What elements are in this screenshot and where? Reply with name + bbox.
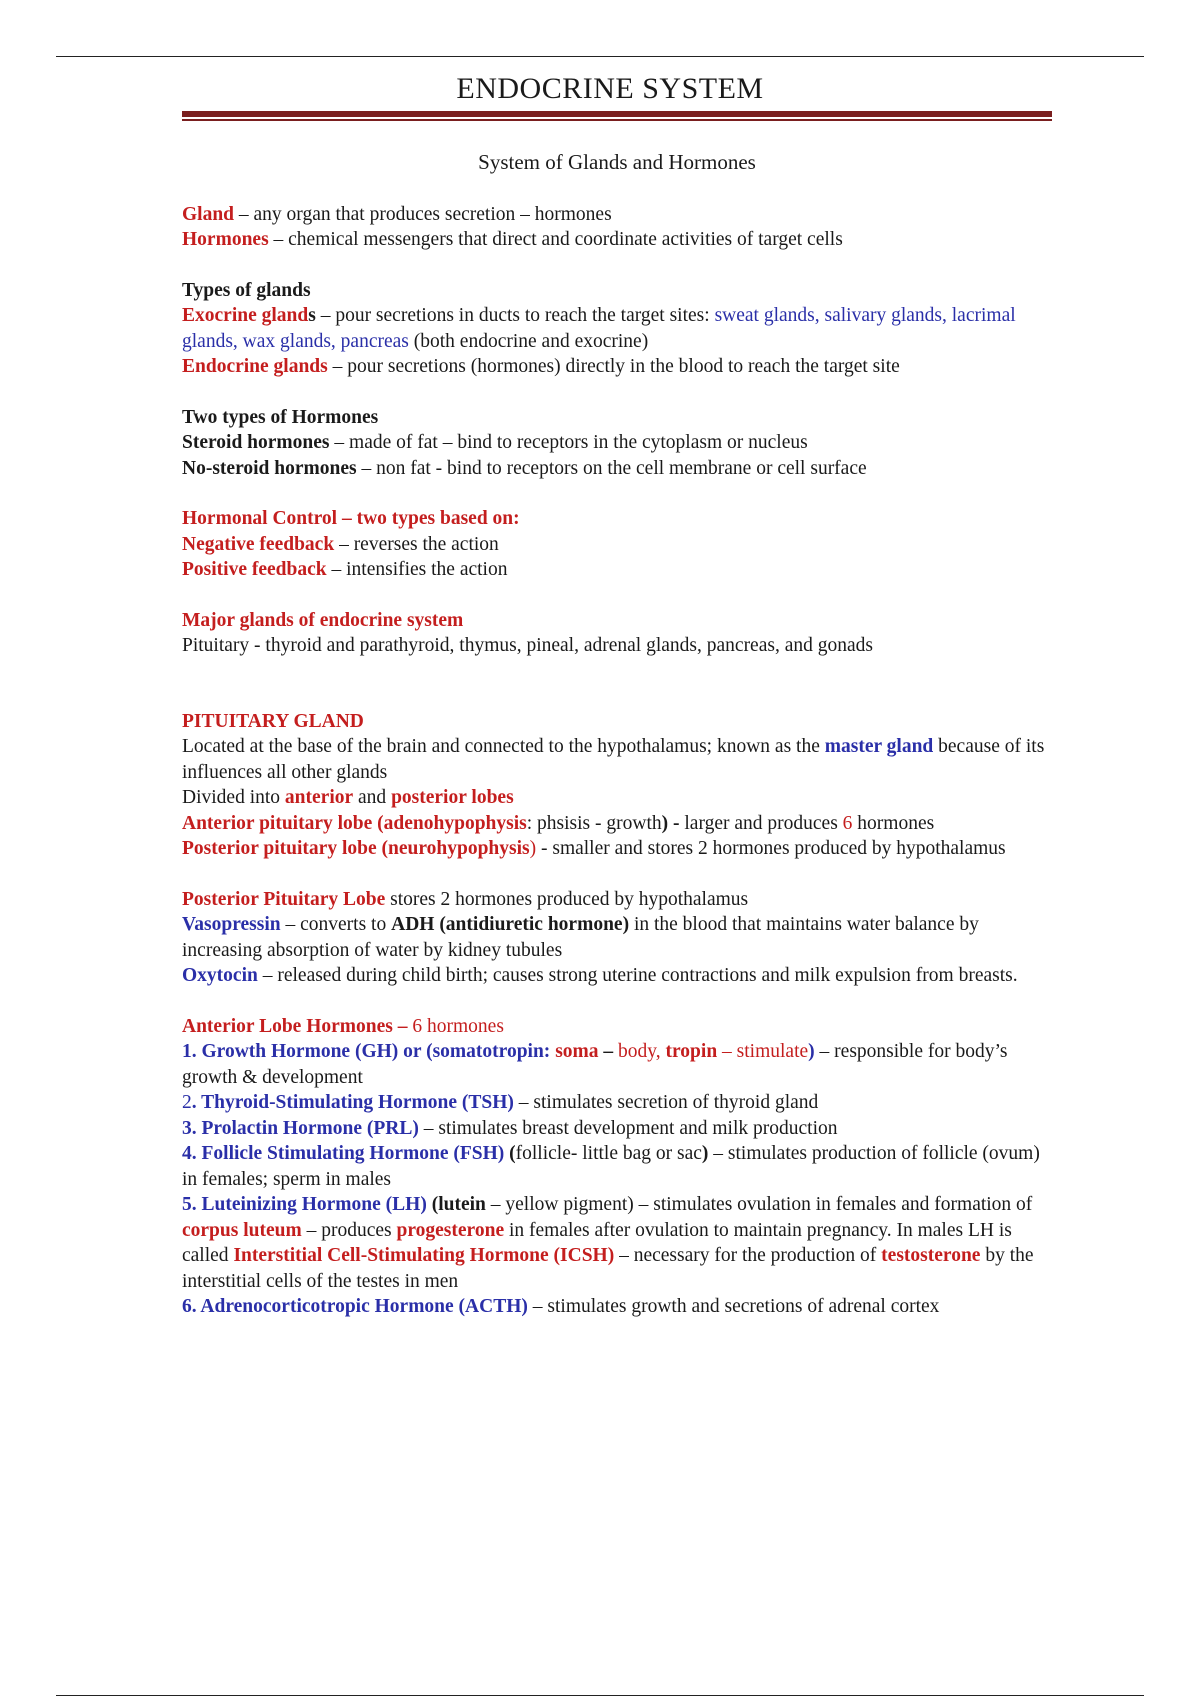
section-heading: Two types of Hormones — [182, 406, 379, 428]
document-body — [182, 150, 1052, 1320]
hormone-item-lh: 5. Luteinizing Hormone (LH) (lutein – yellow pigment) – stimulates ovulation in females and formation of corpus luteum – produces progesterone in females after ovulation to maintain pregnancy. In males LH is called Interstitial Cell-Stimulating Hormone (ICSH) – necessary for the production of testosterone by the interstitial cells of the testes in men — [182, 1194, 1034, 1292]
pituitary-divisions: Divided into anterior and posterior lobes — [182, 787, 514, 808]
subtitle: System of Glands and Hormones — [478, 150, 756, 174]
pituitary-gland-section — [182, 709, 1052, 862]
posterior-lobe-heading: Posterior Pituitary Lobe stores 2 hormones produced by hypothalamus — [182, 888, 749, 910]
anterior-lobe-section — [182, 1014, 1052, 1320]
section-heading: Types of glands — [182, 279, 311, 301]
positive-feedback: Positive feedback – intensifies the action — [182, 559, 508, 580]
title-underline-thin — [182, 119, 1052, 121]
section-heading: Major glands of endocrine system — [182, 609, 464, 631]
anterior-lobe-line: Anterior pituitary lobe (adenohypophysis: phsisis - growth) - larger and produces 6 hormones — [182, 812, 935, 834]
hormones-definition: Hormones – chemical messengers that direct and coordinate activities of target cells — [182, 229, 843, 250]
types-of-glands-section — [182, 278, 1052, 380]
nonsteroid-definition: No-steroid hormones – non fat - bind to receptors on the cell membrane or cell surface — [182, 457, 867, 479]
pituitary-location: Located at the base of the brain and connected to the hypothalamus; known as the master gland because of its influences all other glands — [182, 736, 1045, 783]
hormone-item-acth: 6. Adrenocorticotropic Hormone (ACTH) – stimulates growth and secretions of adrenal cortex — [182, 1296, 940, 1317]
endocrine-definition: Endocrine glands – pour secretions (hormones) directly in the blood to reach the target site — [182, 356, 900, 377]
page-title: ENDOCRINE SYSTEM — [456, 72, 764, 105]
section-heading: PITUITARY GLAND — [182, 710, 364, 732]
steroid-definition: Steroid hormones – made of fat – bind to receptors in the cytoplasm or nucleus — [182, 432, 808, 453]
oxytocin-entry: Oxytocin – released during child birth; causes strong uterine contractions and milk expulsion from breasts. — [182, 965, 1018, 986]
anterior-lobe-heading: Anterior Lobe Hormones – 6 hormones — [182, 1015, 504, 1037]
title-underline — [182, 111, 1052, 117]
section-heading: Hormonal Control – two types based on: — [182, 508, 520, 529]
posterior-lobe-line: Posterior pituitary lobe (neurohypophysis) - smaller and stores 2 hormones produced by hypothalamus — [182, 838, 1006, 859]
major-glands-list: Pituitary - thyroid and parathyroid, thymus, pineal, adrenal glands, pancreas, and gonads — [182, 635, 873, 656]
hormone-item-gh: 1. Growth Hormone (GH) or (somatotropin: soma – body, tropin – stimulate) – responsible for body’s growth & development — [182, 1041, 1008, 1088]
hormone-item-prl: 3. Prolactin Hormone (PRL) – stimulates breast development and milk production — [182, 1117, 838, 1139]
hormone-item-fsh: 4. Follicle Stimulating Hormone (FSH) (follicle- little bag or sac) – stimulates production of follicle (ovum) in females; sperm in males — [182, 1143, 1040, 1190]
top-rule — [56, 56, 1144, 57]
exocrine-definition: Exocrine glands – pour secretions in ducts to reach the target sites: sweat glands, salivary glands, lacrimal glands, wax glands, pancreas (both endocrine and exocrine) — [182, 305, 1016, 352]
hormonal-control-section — [182, 506, 1052, 583]
definitions-section — [182, 202, 1052, 253]
gland-definition: Gland – any organ that produces secretion – hormones — [182, 203, 612, 225]
bottom-rule — [56, 1695, 1144, 1696]
major-glands-section — [182, 608, 1052, 659]
negative-feedback: Negative feedback – reverses the action — [182, 533, 499, 555]
posterior-lobe-section — [182, 887, 1052, 989]
hormone-item-tsh: 2. Thyroid-Stimulating Hormone (TSH) – stimulates secretion of thyroid gland — [182, 1092, 819, 1113]
vasopressin-entry: Vasopressin – converts to ADH (antidiuretic hormone) in the blood that maintains water balance by increasing absorption of water by kidney tubules — [182, 914, 979, 961]
types-of-hormones-section — [182, 405, 1052, 482]
